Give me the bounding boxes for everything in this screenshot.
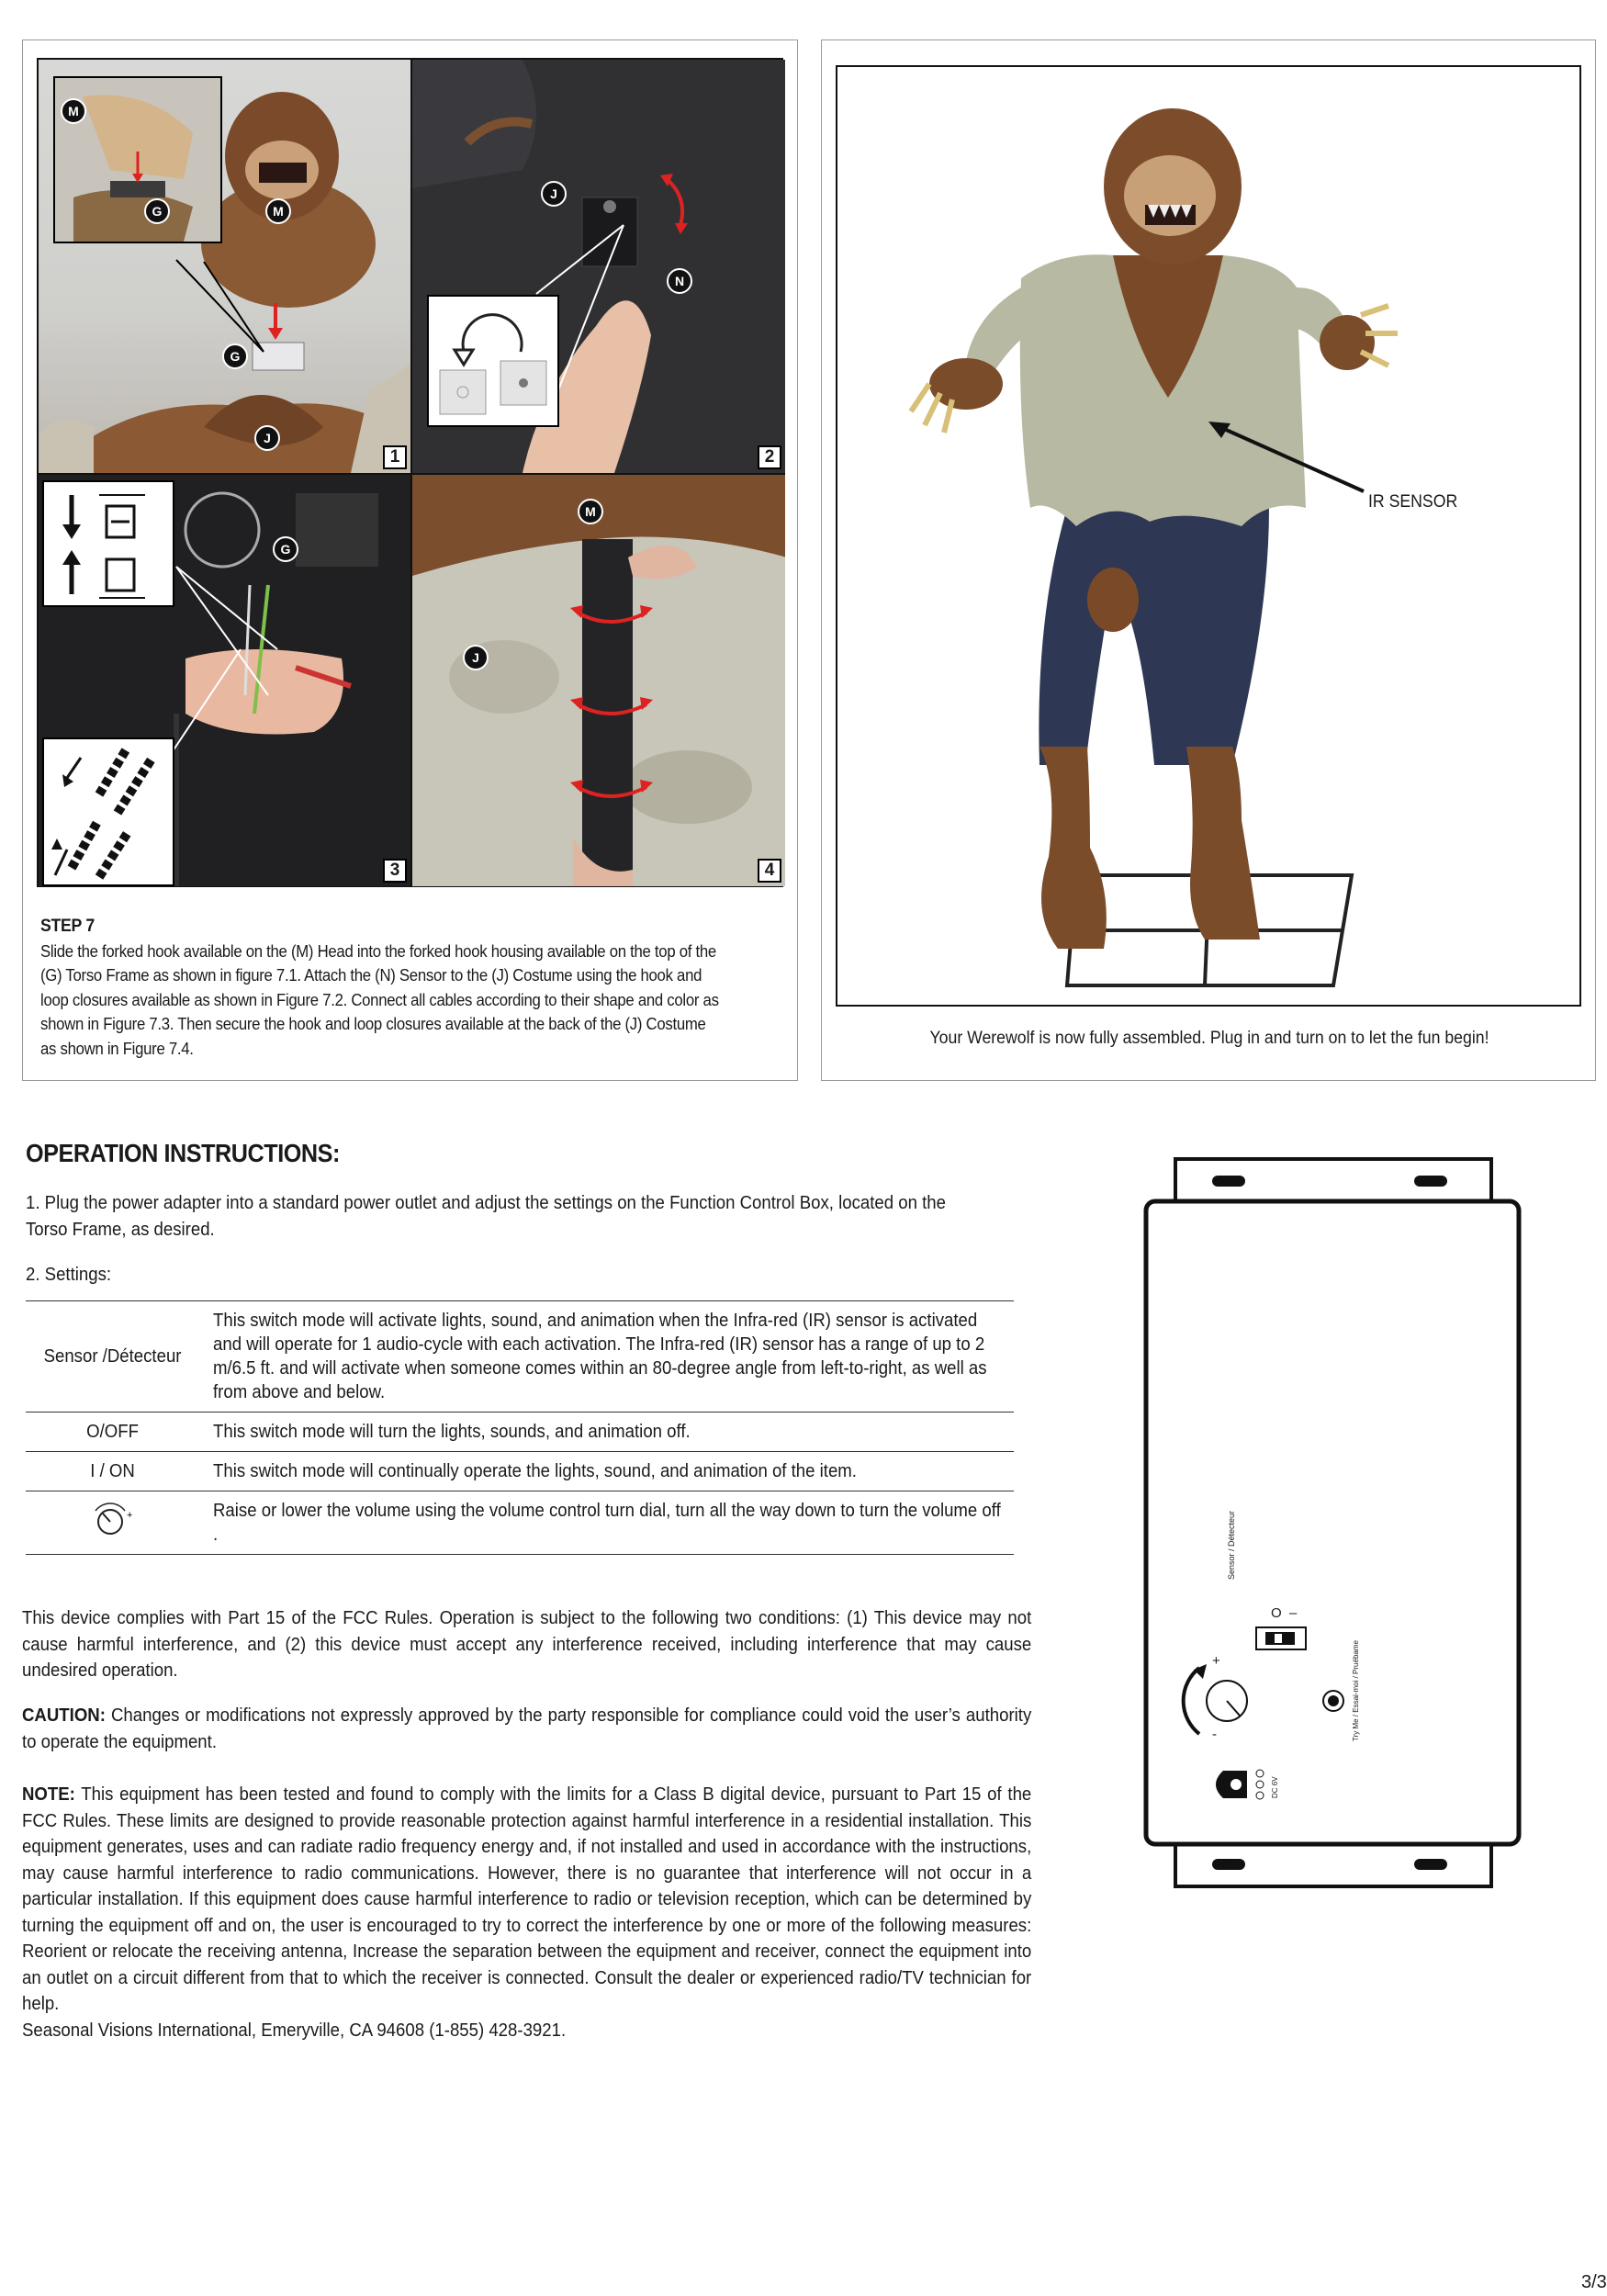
step-line: (G) Torso Frame as shown in figure 7.1. Attach the (N) Sensor to the (J) Costume using the hook and	[40, 966, 702, 985]
step-1-line: Torso Frame, as desired.	[26, 1219, 215, 1240]
setting-label-sensor: Sensor /Détecteur	[43, 1346, 182, 1367]
company-address: Seasonal Visions International, Emeryville, CA 94608 (1-855) 428-3921.	[22, 2020, 567, 2041]
assembly-complete-caption: Your Werewolf is now fully assembled. Plug in and turn on to let the fun begin!	[929, 1029, 1489, 1048]
step-line: loop closures available as shown in Figure 7.2. Connect all cables according to their shape and color as	[40, 990, 719, 1009]
callout-m-head: M	[265, 198, 291, 224]
callout-n-sensor: N	[667, 268, 692, 294]
figure-2	[410, 60, 785, 473]
setting-label-off: O/OFF	[86, 1422, 139, 1442]
figure-4	[410, 473, 785, 886]
figure-3	[39, 473, 410, 886]
callout-m-head-inset: M	[61, 98, 86, 124]
caution-text: Changes or modifications not expressly approved by the party responsible for compliance could void the user’s authority to operate the equipment.	[22, 1705, 1032, 1752]
figure-number-2: 2	[758, 445, 781, 469]
figure-1	[39, 60, 410, 473]
setting-desc-volume: Raise or lower the volume using the volume control turn dial, turn all the way down to turn the volume off .	[213, 1501, 1001, 1545]
operation-step-1	[26, 1190, 1008, 1243]
volume-plus-label: +	[1212, 1653, 1220, 1669]
sensor-switch-label: Sensor / Détecteur	[1227, 1510, 1236, 1580]
callout-g-torso: G	[273, 536, 298, 562]
figure-number-1: 1	[383, 445, 407, 469]
callout-j-costume: J	[463, 645, 489, 670]
step-line: Slide the forked hook available on the (M) Head into the forked hook housing available on the top of the	[40, 941, 716, 961]
callout-g-torso: G	[222, 343, 248, 369]
settings-table	[26, 1300, 1014, 1555]
caution-label: CAUTION:	[22, 1705, 106, 1726]
step-title: STEP 7	[40, 917, 95, 936]
volume-dial-icon	[90, 1500, 136, 1540]
step-line: as shown in Figure 7.4.	[40, 1039, 194, 1058]
plug-icon-inset	[42, 737, 174, 886]
werewolf-illustration	[837, 67, 1579, 1005]
werewolf-figure-frame	[836, 65, 1581, 1007]
table-row	[26, 1412, 1014, 1452]
setting-label-on: I / ON	[90, 1461, 135, 1481]
callout-m-head: M	[578, 499, 603, 524]
page-number: 3/3	[1581, 2272, 1607, 2292]
setting-desc-off: This switch mode will turn the lights, sounds, and animation off.	[213, 1422, 691, 1442]
assembly-photo-grid	[37, 58, 783, 887]
setting-desc-on: This switch mode will continually operate the lights, sound, and animation of the item.	[213, 1461, 857, 1481]
step-7-panel	[22, 39, 798, 1081]
note-text: This equipment has been tested and found to comply with the limits for a Class B digital device, pursuant to Part 15 of the FCC Rules. These limits are designed to provide reasonable protection against harmful interference in a residential installation. This equipment generates, uses and can radiate radio frequency energy and, if not installed and used in accordance with the instructions, may cause harmful interference to radio communications. However, there is no guarantee that interference will not occur in a particular installation. If this equipment does cause harmful interference to radio or television reception, which can be determined by turning the equipment off and on, the user is encouraged to try to correct the interference by one or more of the following measures: Reorient or relocate the receiving antenna, Increase the separation between the equipment and receiver, connect the equipment into an outlet on a circuit different from that to which the receiver is connected. Consult the dealer or experienced radio/TV technician for help.	[22, 1784, 1032, 2014]
ir-sensor-label: IR SENSOR	[1368, 492, 1458, 512]
caution-statement	[22, 1703, 1031, 1755]
note-label: NOTE:	[22, 1784, 75, 1805]
figure-number-3: 3	[383, 859, 407, 883]
callout-j-costume: J	[254, 425, 280, 451]
switch-marks: O –	[1271, 1605, 1298, 1621]
setting-desc-sensor: This switch mode will activate lights, sound, and animation when the Infra-red (IR) sensor is activated and will operate for 1 audio-cycle with each activation. The Infra-red (IR) sensor has a range of up to 2 m/6.5 ft. and will activate when someone comes within an 80-degree angle from left-to-right, as well as from above and below.	[213, 1311, 987, 1402]
table-row	[26, 1301, 1014, 1412]
step-1-line: 1. Plug the power adapter into a standard power outlet and adjust the settings on the Function Control Box, located on the	[26, 1193, 946, 1213]
note-statement	[22, 1782, 1031, 2043]
table-row	[26, 1491, 1014, 1555]
dc-power-label: DC 6V	[1271, 1776, 1279, 1798]
table-row	[26, 1452, 1014, 1491]
step-line: shown in Figure 7.3. Then secure the hook and loop closures available at the back of the (J) Costume	[40, 1015, 706, 1033]
step-7-instructions	[40, 915, 732, 1061]
try-me-label: Try Me / Essai-moi / Pruébame	[1352, 1640, 1360, 1741]
final-assembly-panel	[821, 39, 1596, 1081]
cable-icon-inset	[42, 480, 174, 607]
callout-j-costume: J	[541, 181, 567, 207]
control-box-diagram	[1139, 1155, 1524, 1890]
figure-number-4: 4	[758, 859, 781, 883]
operation-step-2: 2. Settings:	[26, 1265, 112, 1285]
callout-g-inset: G	[144, 198, 170, 224]
back-closure-photo	[412, 475, 785, 886]
volume-minus-label: -	[1212, 1727, 1217, 1742]
hook-loop-inset	[427, 295, 559, 427]
svg-text:+: +	[127, 1509, 133, 1521]
fcc-statement: This device complies with Part 15 of the FCC Rules. Operation is subject to the following two conditions: (1) This device may not cause harmful interference, and (2) this device must accept any interference received, including interference that may cause undesired operation.	[22, 1608, 1032, 1681]
operation-instructions-title: OPERATION INSTRUCTIONS:	[26, 1139, 340, 1167]
